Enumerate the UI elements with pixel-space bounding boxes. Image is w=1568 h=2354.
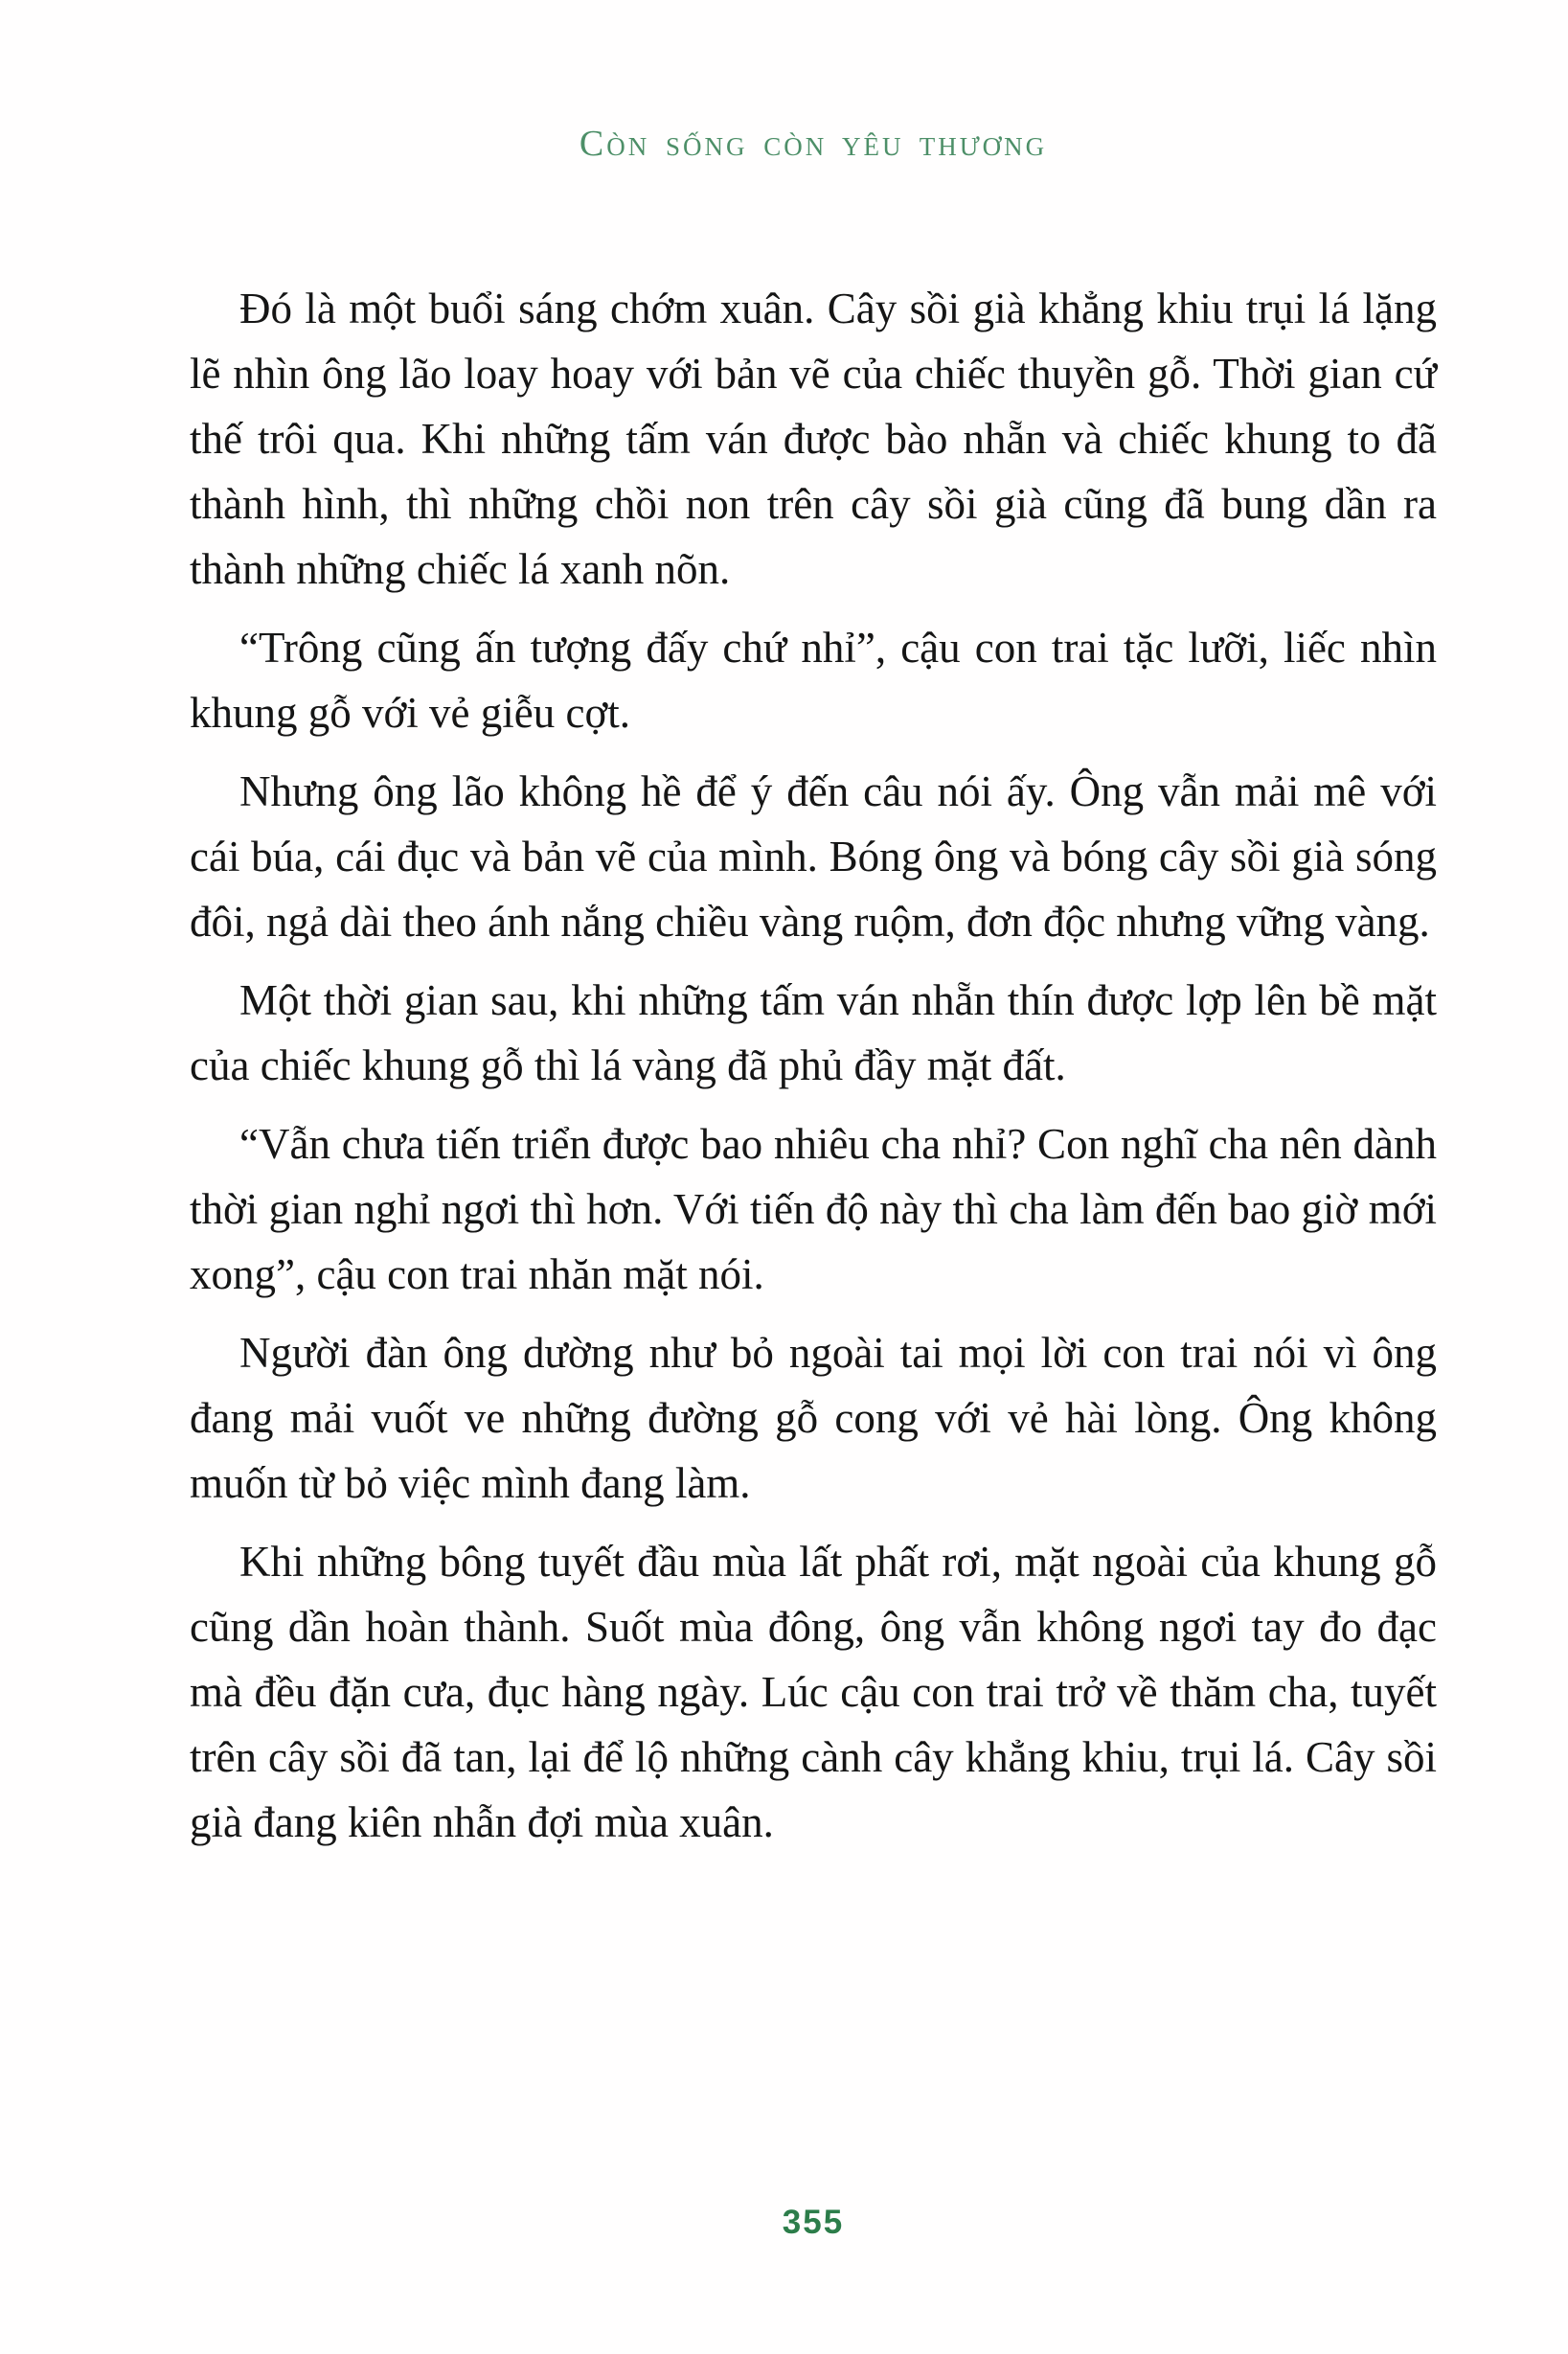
paragraph: “Vẫn chưa tiến triển được bao nhiêu cha nhỉ? Con nghĩ cha nên dành thời gian nghỉ ngơi thì hơn. Với tiến độ này thì cha làm đến bao giờ mới xong”, cậu con trai nhăn mặt nói. [190, 1120, 1437, 1298]
paragraph: Khi những bông tuyết đầu mùa lất phất rơi, mặt ngoài của khung gỗ cũng dần hoàn thành. Suốt mùa đông, ông vẫn không ngơi tay đo đạc mà đều đặn cưa, đục hàng ngày. Lúc cậu con trai trở về thăm cha, tuyết trên cây sồi đã tan, lại để lộ những cành cây khẳng khiu, trụi lá. Cây sồi già đang kiên nhẫn đợi mùa xuân. [190, 1538, 1437, 1846]
paragraph: Nhưng ông lão không hề để ý đến câu nói ấy. Ông vẫn mải mê với cái búa, cái đục và bản vẽ của mình. Bóng ông và bóng cây sồi già sóng đôi, ngả dài theo ánh nắng chiều vàng ruộm, đơn độc nhưng vững vàng. [190, 767, 1437, 946]
body-text-block [190, 276, 1437, 1868]
paragraph: “Trông cũng ấn tượng đấy chứ nhỉ”, cậu con trai tặc lưỡi, liếc nhìn khung gỗ với vẻ giễu cợt. [190, 624, 1437, 737]
running-header-title: CÒN SỐNG CÒN YÊU THƯƠNG [579, 124, 1048, 164]
paragraph: Đó là một buổi sáng chớm xuân. Cây sồi già khẳng khiu trụi lá lặng lẽ nhìn ông lão loay hoay với bản vẽ của chiếc thuyền gỗ. Thời gian cứ thế trôi qua. Khi những tấm ván được bào nhẵn và chiếc khung to đã thành hình, thì những chồi non trên cây sồi già cũng đã bung dần ra thành những chiếc lá xanh nõn. [190, 285, 1437, 593]
paragraph: Một thời gian sau, khi những tấm ván nhẵn thín được lợp lên bề mặt của chiếc khung gỗ thì lá vàng đã phủ đầy mặt đất. [190, 976, 1437, 1089]
page-number: 355 [782, 2204, 845, 2241]
paragraph: Người đàn ông dường như bỏ ngoài tai mọi lời con trai nói vì ông đang mải vuốt ve những đường gỗ cong với vẻ hài lòng. Ông không muốn từ bỏ việc mình đang làm. [190, 1329, 1437, 1507]
